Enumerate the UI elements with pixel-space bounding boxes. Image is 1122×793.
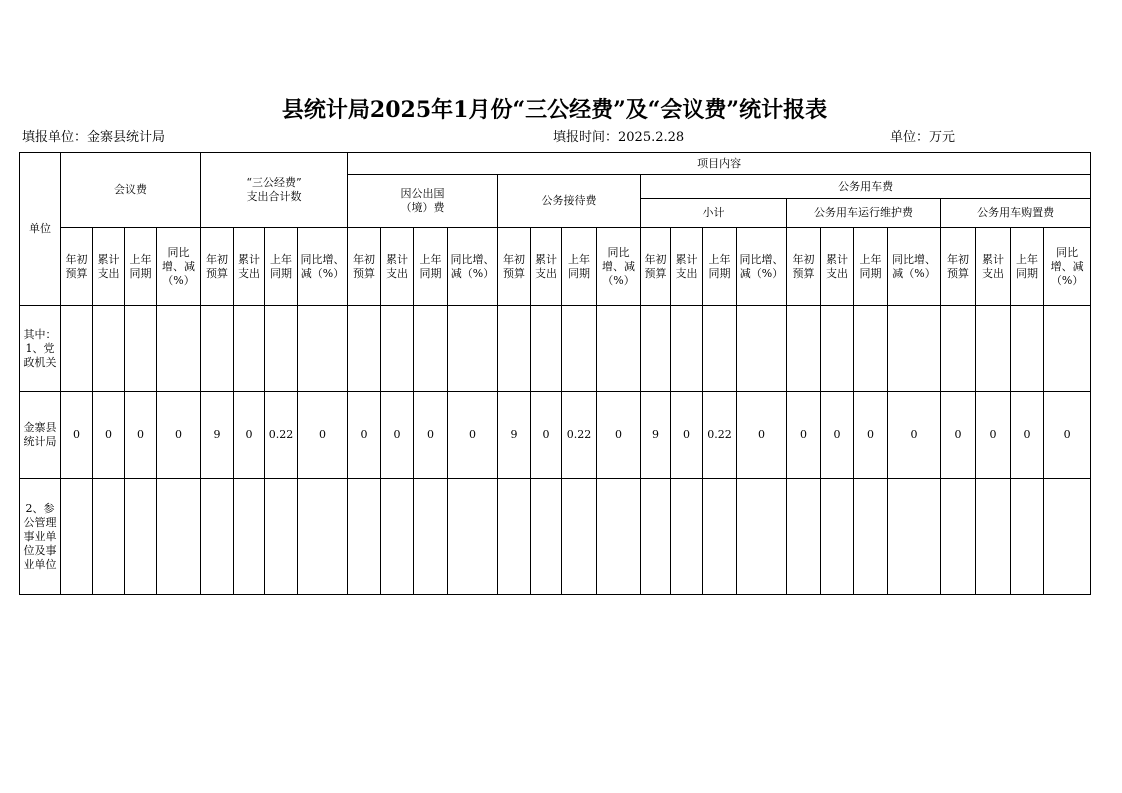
abroad-last-year-cell bbox=[414, 479, 448, 595]
meeting-yoy-change-header: 同比增、减（%） bbox=[157, 228, 201, 306]
vehicle-operation-cumulative-spend-cell bbox=[821, 306, 854, 392]
meeting-fee-header: 会议费 bbox=[61, 153, 201, 228]
vehicle-operation-last-year-cell bbox=[854, 479, 888, 595]
vehicle-purchase-last-year-cell bbox=[1011, 306, 1044, 392]
vehicle-subtotal-yoy-change-cell bbox=[737, 306, 787, 392]
vehicle-subtotal-cumulative-spend-cell: 0 bbox=[671, 392, 703, 479]
abroad-cumulative-spend-header: 累计支出 bbox=[381, 228, 414, 306]
reception-cumulative-spend-header: 累计支出 bbox=[531, 228, 562, 306]
abroad-yoy-change-cell bbox=[448, 306, 498, 392]
row-unit-label: 金寨县统计局 bbox=[20, 392, 61, 479]
vehicle-operation-yoy-change-cell bbox=[888, 306, 941, 392]
vehicle-subtotal-yoy-change-header: 同比增、减（%） bbox=[737, 228, 787, 306]
meeting-cumulative-spend-header: 累计支出 bbox=[93, 228, 125, 306]
vehicle-operation-yoy-change-cell bbox=[888, 479, 941, 595]
three-public-total-last-year-cell bbox=[265, 479, 298, 595]
vehicle-purchase-initial-budget-cell bbox=[941, 479, 976, 595]
meeting-cumulative-spend-cell bbox=[93, 306, 125, 392]
vehicle-operation-last-year-header: 上年同期 bbox=[854, 228, 888, 306]
meeting-initial-budget-cell bbox=[61, 306, 93, 392]
abroad-cumulative-spend-cell bbox=[381, 306, 414, 392]
report-table bbox=[19, 152, 1091, 595]
vehicle-purchase-yoy-change-cell bbox=[1044, 306, 1091, 392]
three-public-total-initial-budget-header: 年初预算 bbox=[201, 228, 234, 306]
reception-initial-budget-cell bbox=[498, 479, 531, 595]
vehicle-purchase-cumulative-spend-header: 累计支出 bbox=[976, 228, 1011, 306]
project-content-header: 项目内容 bbox=[348, 153, 1091, 175]
reception-cumulative-spend-cell: 0 bbox=[531, 392, 562, 479]
reception-yoy-change-header: 同比增、减（%） bbox=[597, 228, 641, 306]
abroad-fee-header-line-2: （境）费 bbox=[400, 201, 445, 214]
vehicle-purchase-initial-budget-cell bbox=[941, 306, 976, 392]
abroad-last-year-header: 上年同期 bbox=[414, 228, 448, 306]
three-public-total-cumulative-spend-cell bbox=[234, 306, 265, 392]
currency-unit: 单位：万元 bbox=[890, 130, 956, 145]
abroad-initial-budget-header: 年初预算 bbox=[348, 228, 381, 306]
reception-initial-budget-cell: 9 bbox=[498, 392, 531, 479]
abroad-initial-budget-cell bbox=[348, 479, 381, 595]
table-row bbox=[20, 479, 1091, 595]
vehicle-subtotal-cumulative-spend-cell bbox=[671, 306, 703, 392]
three-public-total-last-year-cell: 0.22 bbox=[265, 392, 298, 479]
vehicle-purchase-last-year-cell: 0 bbox=[1011, 392, 1044, 479]
three-public-total-yoy-change-cell bbox=[298, 479, 348, 595]
three-public-total-initial-budget-cell bbox=[201, 479, 234, 595]
row-unit-label: 2、参公管理事业单位及事业单位 bbox=[20, 479, 61, 595]
vehicle-subtotal-initial-budget-cell bbox=[641, 306, 671, 392]
meeting-yoy-change-cell: 0 bbox=[157, 392, 201, 479]
vehicle-subtotal-header: 小计 bbox=[641, 199, 787, 228]
meeting-last-year-cell bbox=[125, 306, 157, 392]
meeting-yoy-change-cell bbox=[157, 479, 201, 595]
vehicle-subtotal-last-year-cell bbox=[703, 306, 737, 392]
meeting-cumulative-spend-cell: 0 bbox=[93, 392, 125, 479]
meeting-cumulative-spend-cell bbox=[93, 479, 125, 595]
abroad-yoy-change-cell: 0 bbox=[448, 392, 498, 479]
abroad-initial-budget-cell bbox=[348, 306, 381, 392]
unit-column-header: 单位 bbox=[20, 153, 61, 306]
vehicle-subtotal-last-year-cell: 0.22 bbox=[703, 392, 737, 479]
reception-yoy-change-cell bbox=[597, 479, 641, 595]
vehicle-operation-initial-budget-cell: 0 bbox=[787, 392, 821, 479]
vehicle-operation-last-year-cell: 0 bbox=[854, 392, 888, 479]
vehicle-purchase-last-year-header: 上年同期 bbox=[1011, 228, 1044, 306]
abroad-cumulative-spend-cell bbox=[381, 479, 414, 595]
abroad-yoy-change-header: 同比增、减（%） bbox=[448, 228, 498, 306]
sub-header-row bbox=[20, 228, 1091, 306]
three-public-total-cumulative-spend-cell bbox=[234, 479, 265, 595]
vehicle-purchase-yoy-change-cell: 0 bbox=[1044, 392, 1091, 479]
filing-unit: 填报单位：金寨县统计局 bbox=[22, 130, 166, 145]
vehicle-purchase-cumulative-spend-cell bbox=[976, 479, 1011, 595]
vehicle-subtotal-initial-budget-header: 年初预算 bbox=[641, 228, 671, 306]
table-row bbox=[20, 306, 1091, 392]
meeting-initial-budget-cell bbox=[61, 479, 93, 595]
row-unit-label: 其中：1、党政机关 bbox=[20, 306, 61, 392]
three-public-total-header-line-2: 支出合计数 bbox=[246, 190, 302, 203]
vehicle-purchase-yoy-change-cell bbox=[1044, 479, 1091, 595]
three-public-total-header bbox=[201, 153, 348, 228]
vehicle-operation-cumulative-spend-cell: 0 bbox=[821, 392, 854, 479]
meeting-last-year-cell: 0 bbox=[125, 392, 157, 479]
three-public-total-cumulative-spend-header: 累计支出 bbox=[234, 228, 265, 306]
table-body bbox=[20, 306, 1091, 595]
vehicle-subtotal-cumulative-spend-cell bbox=[671, 479, 703, 595]
abroad-last-year-cell: 0 bbox=[414, 392, 448, 479]
abroad-fee-header bbox=[348, 175, 498, 228]
reception-initial-budget-cell bbox=[498, 306, 531, 392]
vehicle-purchase-header: 公务用车购置费 bbox=[941, 199, 1091, 228]
reception-yoy-change-cell: 0 bbox=[597, 392, 641, 479]
meeting-last-year-header: 上年同期 bbox=[125, 228, 157, 306]
vehicle-operation-yoy-change-cell: 0 bbox=[888, 392, 941, 479]
reception-cumulative-spend-cell bbox=[531, 306, 562, 392]
reception-last-year-cell: 0.22 bbox=[562, 392, 597, 479]
vehicle-operation-initial-budget-header: 年初预算 bbox=[787, 228, 821, 306]
three-public-total-yoy-change-cell bbox=[298, 306, 348, 392]
vehicle-subtotal-cumulative-spend-header: 累计支出 bbox=[671, 228, 703, 306]
vehicle-purchase-initial-budget-header: 年初预算 bbox=[941, 228, 976, 306]
report-title: 县统计局2025年1月份“三公经费”及“会议费”统计报表 bbox=[281, 97, 828, 123]
vehicle-operation-last-year-cell bbox=[854, 306, 888, 392]
vehicle-fee-header: 公务用车费 bbox=[641, 175, 1091, 199]
reception-cumulative-spend-cell bbox=[531, 479, 562, 595]
vehicle-subtotal-yoy-change-cell: 0 bbox=[737, 392, 787, 479]
vehicle-operation-header: 公务用车运行维护费 bbox=[787, 199, 941, 228]
vehicle-subtotal-initial-budget-cell bbox=[641, 479, 671, 595]
three-public-total-initial-budget-cell: 9 bbox=[201, 392, 234, 479]
reception-last-year-header: 上年同期 bbox=[562, 228, 597, 306]
vehicle-operation-yoy-change-header: 同比增、减（%） bbox=[888, 228, 941, 306]
vehicle-operation-cumulative-spend-cell bbox=[821, 479, 854, 595]
vehicle-purchase-cumulative-spend-cell: 0 bbox=[976, 392, 1011, 479]
three-public-total-yoy-change-cell: 0 bbox=[298, 392, 348, 479]
table-row bbox=[20, 392, 1091, 479]
vehicle-subtotal-yoy-change-cell bbox=[737, 479, 787, 595]
vehicle-operation-cumulative-spend-header: 累计支出 bbox=[821, 228, 854, 306]
vehicle-purchase-initial-budget-cell: 0 bbox=[941, 392, 976, 479]
three-public-total-last-year-header: 上年同期 bbox=[265, 228, 298, 306]
vehicle-operation-initial-budget-cell bbox=[787, 479, 821, 595]
vehicle-purchase-cumulative-spend-cell bbox=[976, 306, 1011, 392]
vehicle-subtotal-last-year-cell bbox=[703, 479, 737, 595]
three-public-total-yoy-change-header: 同比增、减（%） bbox=[298, 228, 348, 306]
three-public-total-header-line-1: “三公经费” bbox=[246, 176, 302, 189]
vehicle-subtotal-last-year-header: 上年同期 bbox=[703, 228, 737, 306]
abroad-initial-budget-cell: 0 bbox=[348, 392, 381, 479]
reception-last-year-cell bbox=[562, 306, 597, 392]
reception-yoy-change-cell bbox=[597, 306, 641, 392]
three-public-total-last-year-cell bbox=[265, 306, 298, 392]
three-public-total-cumulative-spend-cell: 0 bbox=[234, 392, 265, 479]
vehicle-subtotal-initial-budget-cell: 9 bbox=[641, 392, 671, 479]
meeting-initial-budget-cell: 0 bbox=[61, 392, 93, 479]
vehicle-purchase-last-year-cell bbox=[1011, 479, 1044, 595]
abroad-fee-header-line-1: 因公出国 bbox=[400, 187, 445, 200]
meeting-initial-budget-header: 年初预算 bbox=[61, 228, 93, 306]
filing-time: 填报时间：2025.2.28 bbox=[553, 130, 685, 145]
vehicle-purchase-yoy-change-header: 同比增、减（%） bbox=[1044, 228, 1091, 306]
abroad-last-year-cell bbox=[414, 306, 448, 392]
meeting-last-year-cell bbox=[125, 479, 157, 595]
abroad-yoy-change-cell bbox=[448, 479, 498, 595]
vehicle-operation-initial-budget-cell bbox=[787, 306, 821, 392]
reception-last-year-cell bbox=[562, 479, 597, 595]
abroad-cumulative-spend-cell: 0 bbox=[381, 392, 414, 479]
reception-fee-header: 公务接待费 bbox=[498, 175, 641, 228]
meeting-yoy-change-cell bbox=[157, 306, 201, 392]
three-public-total-initial-budget-cell bbox=[201, 306, 234, 392]
reception-initial-budget-header: 年初预算 bbox=[498, 228, 531, 306]
